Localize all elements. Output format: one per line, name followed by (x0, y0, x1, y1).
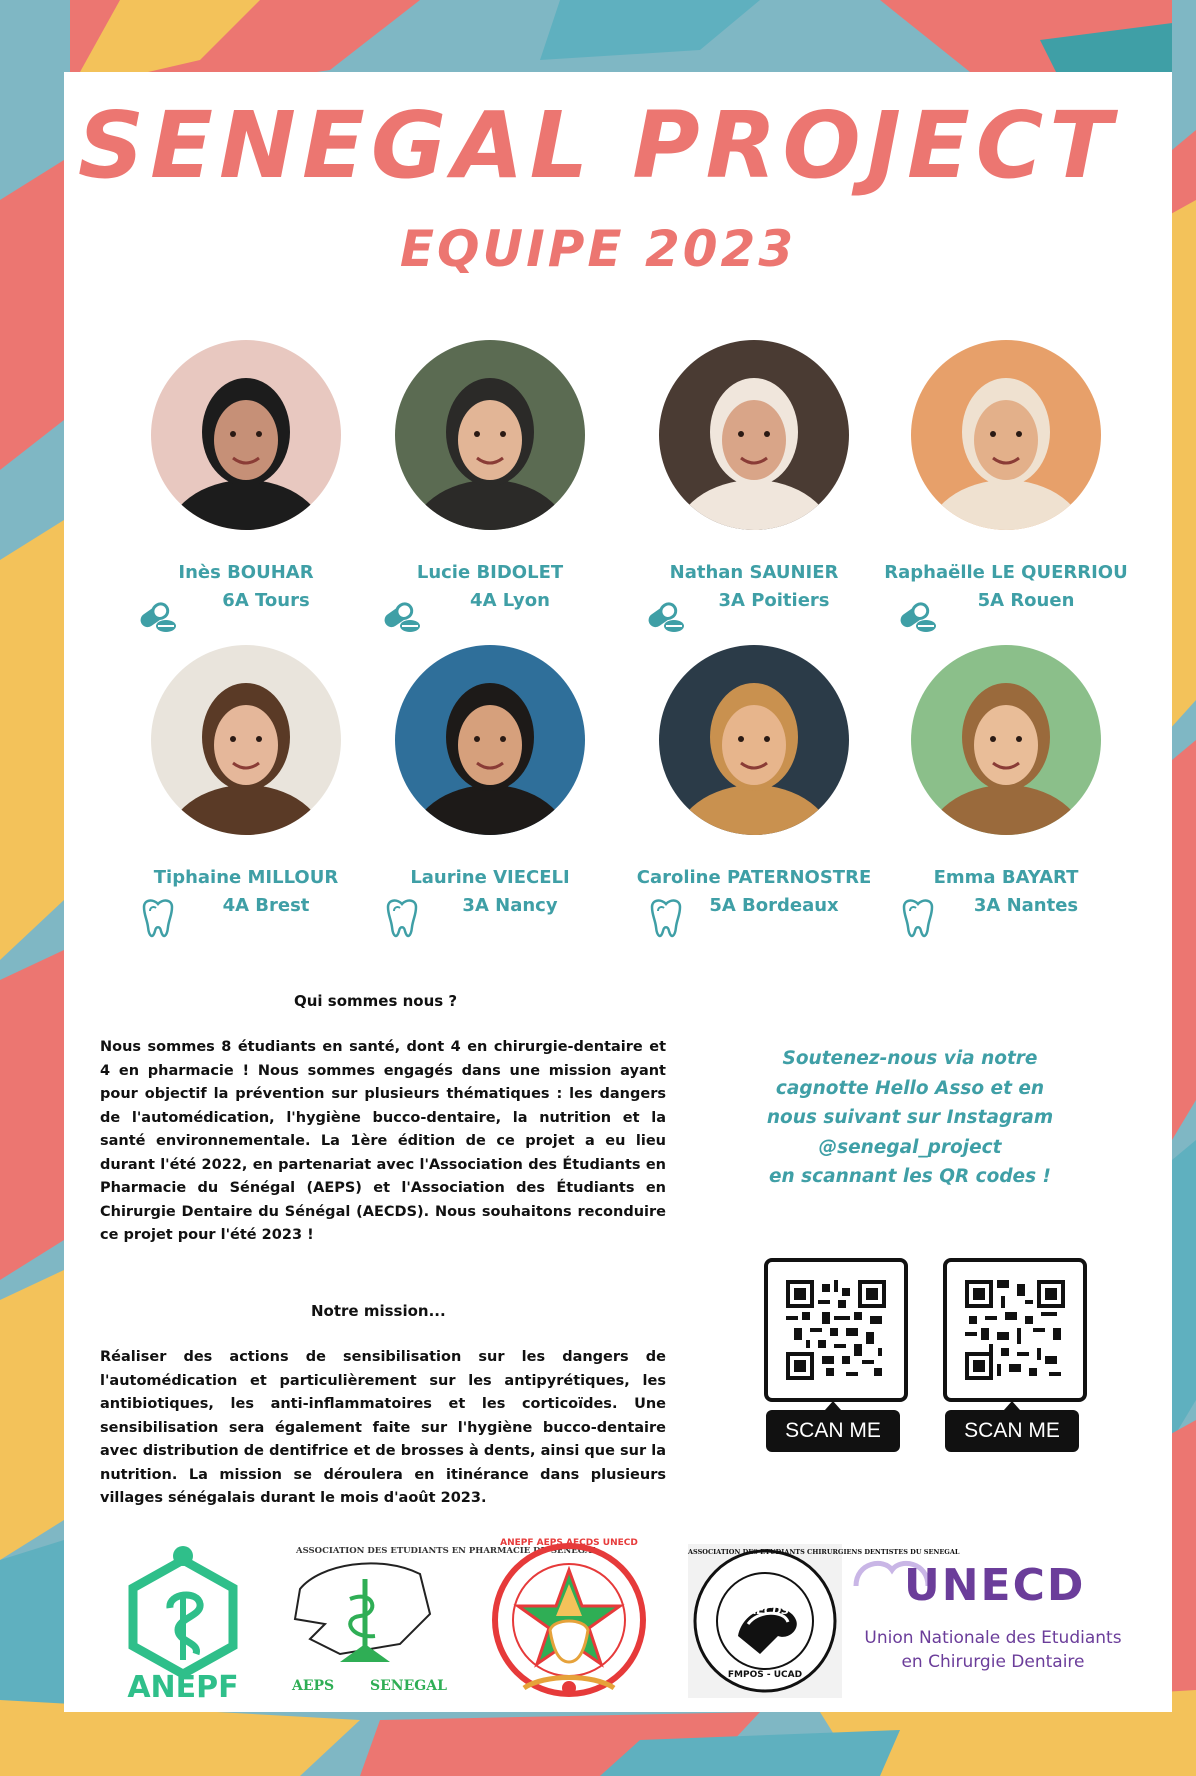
instagram-handle: @senegal_project (818, 1136, 1002, 1158)
member-name: Raphaëlle LE QUERRIOU (884, 562, 1128, 583)
member-name: Inès BOUHAR (178, 562, 314, 583)
poster-subtitle: EQUIPE 2023 (399, 220, 797, 278)
member-photo (395, 645, 585, 835)
qr-code-icon (786, 1280, 886, 1380)
support-callout (720, 1044, 1100, 1192)
unecd-line1: Union Nationale des Etudiants (864, 1628, 1122, 1648)
member-photo (911, 340, 1101, 530)
partners-ring-text: ANEPF AEPS AECDS UNECD (500, 1538, 638, 1548)
aecds-wordmark: AECDS (748, 1604, 790, 1617)
anepf-wordmark: ANEPF (127, 1670, 239, 1705)
member-class: 3A Nantes (973, 895, 1079, 916)
star-emblem-icon (484, 1538, 654, 1710)
member-name: Caroline PATERNOSTRE (636, 867, 872, 888)
qr-code-icon (965, 1280, 1065, 1380)
about-heading: Qui sommes nous ? (294, 992, 458, 1010)
member-class: 3A Poitiers (718, 590, 830, 611)
member-photo (395, 340, 585, 530)
member-name: Tiphaine MILLOUR (153, 867, 339, 888)
member-class: 5A Rouen (977, 590, 1075, 611)
support-line: cagnotte Hello Asso et en (775, 1077, 1045, 1099)
member-photo (151, 645, 341, 835)
member-class: 3A Nancy (462, 895, 558, 916)
qr-code-instagram[interactable] (943, 1258, 1087, 1402)
aeps-wordmark: AEPS (292, 1678, 335, 1694)
support-line: Soutenez-nous via notre (782, 1048, 1038, 1069)
member-name: Emma BAYART (933, 867, 1079, 888)
member-class: 5A Bordeaux (709, 895, 839, 916)
member-class: 4A Lyon (470, 590, 550, 611)
aecds-subtext: FMPOS - UCAD (727, 1670, 803, 1680)
aeps-ring-text: ASSOCIATION DES ETUDIANTS EN PHARMACIE DU SENEGAL (296, 1546, 598, 1556)
aecds-logo (688, 1544, 960, 1698)
partners-star-logo (484, 1538, 654, 1710)
member-name: Nathan SAUNIER (669, 562, 839, 583)
scan-me-label: SCAN ME (766, 1410, 900, 1452)
member-name: Lucie BIDOLET (416, 562, 564, 583)
unecd-line2: en Chirurgie Dentaire (901, 1652, 1085, 1672)
member-photo (659, 340, 849, 530)
support-line: en scannant les QR codes ! (768, 1166, 1051, 1187)
anepf-logo (108, 1538, 258, 1708)
aecds-ring-text: ASSOCIATION DES ETUDIANTS CHIRURGIENS DENTISTES DU SENEGAL (688, 1548, 960, 1556)
unecd-wordmark: UNECD (904, 1560, 1086, 1611)
member-class: 4A Brest (222, 895, 310, 916)
member-photo (151, 340, 341, 530)
member-photo (911, 645, 1101, 835)
aeps-senegal-wordmark: SENEGAL (370, 1678, 447, 1694)
member-class: 6A Tours (222, 590, 310, 611)
scan-me-label: SCAN ME (945, 1410, 1079, 1452)
member-photo (659, 645, 849, 835)
mission-heading: Notre mission... (311, 1302, 446, 1320)
senegal-map-icon (280, 1544, 450, 1694)
poster-title: SENEGAL PROJECT (77, 92, 1119, 199)
unecd-logo (848, 1556, 1138, 1686)
about-text: Nous sommes 8 étudiants en santé, dont 4 en chirurgie-dentaire et 4 en pharmacie ! Nous sommes engagés dans une mission ayant pour objectif la prévention sur plusieurs thématiques : les dangers de l'automédication, l'hygiène bucco-dentaire, la nutrition et la santé environnementale. La 1ère édition de ce projet a eu lieu durant l'été 2022, en partenariat avec l'Association des Étudiants en Pharmacie du Sénégal (AEPS) et l'Association des Étudiants en Chirurgie Dentaire du Sénégal (AECDS). Nous souhaitons reconduire ce projet pour l'été 2023 ! (100, 1039, 666, 1243)
member-name: Laurine VIECELI (410, 867, 570, 888)
mission-text: Réaliser des actions de sensibilisation sur les dangers de l'automédication et particulièrement sur les antipyrétiques, les antibiotiques, les anti-inflammatoires et les corticoïdes. Une sensibilisation sera également faite sur l'hygiène bucco-dentaire avec distribution de dentifrice et de brosses à dents, ainsi que sur la nutrition. La mission se déroulera en itinérance dans plusieurs villages sénégalais durant le mois d'août 2023. (100, 1349, 666, 1506)
support-line: nous suivant sur Instagram (766, 1107, 1054, 1128)
aeps-logo (280, 1544, 598, 1694)
qr-code-helloasso[interactable] (764, 1258, 908, 1402)
